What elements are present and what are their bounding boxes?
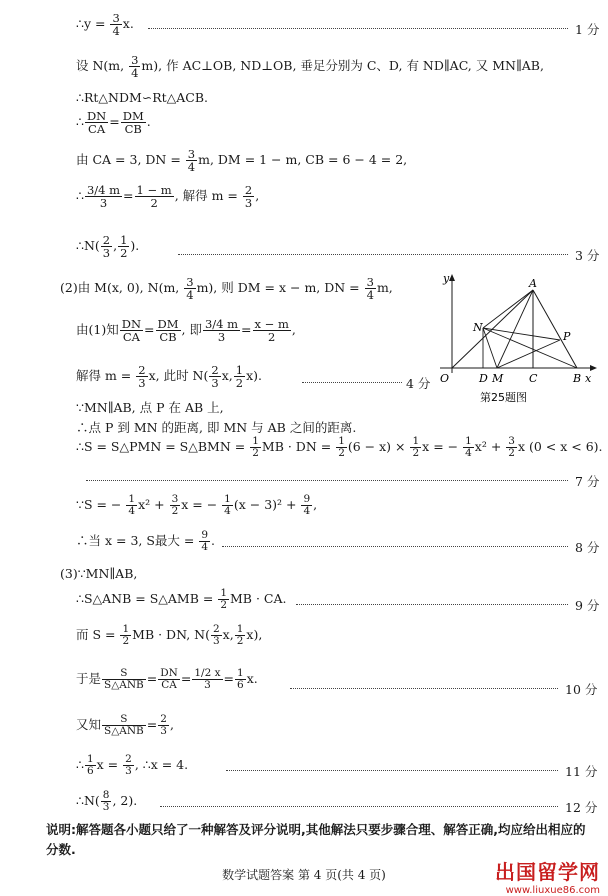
watermark-text: 出国留学网 — [495, 860, 600, 884]
watermark-url: www.liuxue86.com — [505, 885, 600, 896]
line-11: ∵MN∥AB, 点 P 在 AB 上, — [76, 400, 224, 415]
label-N: N — [473, 321, 483, 334]
page-footer: 数学试题答案 第 4 页(共 4 页) — [222, 868, 386, 882]
segment-MA — [497, 290, 533, 368]
label-P: P — [563, 330, 571, 343]
label-C: C — [529, 372, 538, 385]
score: 7 分 — [575, 474, 600, 489]
line-2: 设 N(m, $\frac{3}{4}$ m), 作 AC⊥OB, ND⊥OB, 垂足分别为 C、D, 有 ND∥AC, 又 MN∥AB, — [76, 53, 544, 81]
label-M: M — [492, 372, 504, 385]
line-10: 解得 m = $\frac{2}{3}$ x, 此时 N( $\frac{2}{3}$ x, $\frac{1}{2}$ x). — [76, 363, 262, 391]
leader-dots — [226, 770, 558, 771]
leader-dots — [160, 806, 558, 807]
score: 4 分 — [406, 376, 431, 391]
label-B: B — [573, 372, 582, 385]
figure-caption: 第25题图 — [480, 391, 527, 404]
line-9: 由(1)知 $\frac{DN}{CA}$ = $\frac{DM}{CB}$ , 即 $\frac{3/4 m}{3}$ = $\frac{x - m}{2}$ , — [76, 317, 296, 345]
line-21: ∴ $\frac{1}{6}$ x = $\frac{2}{3}$ , ∴x = 4. — [76, 753, 189, 778]
line-14: ∵S = − $\frac{1}{4}$ x² + $\frac{3}{2}$ x = − $\frac{1}{4}$ (x − 3)² + $\frac{9}{4}$ , — [76, 493, 318, 518]
line-15: ∴当 x = 3, S最大 = $\frac{9}{4}$ . — [76, 529, 215, 554]
line-6: ∴ $\frac{3/4 m}{3}$ = $\frac{1 - m}{2}$ , 解得 m = $\frac{2}{3}$ , — [76, 183, 260, 211]
line-12: ∴点 P 到 MN 的距离, 即 MN 与 AB 之间的距离. — [76, 420, 357, 435]
line-3: ∴Rt△NDM∽Rt△ACB. — [76, 90, 209, 105]
segment-NM — [483, 328, 497, 368]
leader-dots — [86, 480, 568, 481]
score: 10 分 — [565, 682, 598, 697]
line-1: ∴y = $\frac{3}{4}$ x. — [76, 11, 134, 39]
line-8: (2)由 M(x, 0), N(m, $\frac{3}{4}$ m), 则 DM = x − m, DN = $\frac{3}{4}$ m, — [60, 275, 393, 303]
leader-dots — [296, 604, 568, 605]
grading-note: 说明:解答题各小题只给了一种解答及评分说明,其他解法只要步骤合理、解答正确,均应给出相应的分数. — [46, 822, 586, 857]
leader-dots — [148, 28, 568, 29]
label-x: x — [585, 372, 592, 385]
label-O: O — [440, 372, 450, 385]
x-axis-arrow-icon — [590, 365, 597, 371]
y-axis-arrow-icon — [449, 274, 455, 281]
watermark — [495, 856, 600, 896]
line-17: ∴S△ANB = S△AMB = $\frac{1}{2}$ MB · CA. — [76, 587, 287, 612]
score: 12 分 — [565, 800, 598, 815]
label-A: A — [529, 277, 537, 290]
segment-MP — [497, 340, 560, 368]
segment-AB — [533, 290, 577, 368]
line-4: ∴ $\frac{DN}{CA}$ = $\frac{DM}{CB}$ . — [76, 109, 151, 137]
line-16: (3)∵MN∥AB, — [60, 566, 138, 581]
line-13: ∴S = S△PMN = S△BMN = $\frac{1}{2}$ MB · DN = $\frac{1}{2}$ (6 − x) × $\frac{1}{2}$ x = − $\frac{1}{4}$ x² + $\frac{3}{2}$ x (0 < x < 6). — [76, 435, 603, 460]
segment-NA — [483, 290, 533, 328]
score: 1 分 — [575, 22, 600, 37]
line-18: 而 S = $\frac{1}{2}$ MB · DN, N( $\frac{2}{3}$ x, $\frac{1}{2}$ x), — [76, 623, 263, 648]
leader-dots — [222, 546, 568, 547]
line-5: 由 CA = 3, DN = $\frac{3}{4}$ m, DM = 1 − m, CB = 6 − 4 = 2, — [76, 147, 408, 175]
leader-dots — [178, 254, 568, 255]
segment-NP — [483, 328, 560, 340]
label-D: D — [479, 372, 488, 385]
leader-dots — [290, 688, 558, 689]
score: 9 分 — [575, 598, 600, 613]
leader-dots — [302, 382, 402, 383]
line-20: 又知 S S△ANB = $\frac{2}{3}$ , — [76, 713, 174, 738]
score: 11 分 — [565, 764, 598, 779]
geometry-figure — [425, 268, 600, 416]
line-22: ∴N( $\frac{8}{3}$ , 2). — [76, 789, 138, 814]
score: 8 分 — [575, 540, 600, 555]
label-y: y — [443, 272, 450, 285]
line-19: 于是 S S△ANB = $\frac{DN}{CA}$ = $\frac{1/2 x}{3}$ = $\frac{1}{6}$ x. — [76, 667, 258, 692]
fraction: $\frac{3}{4}$ — [112, 11, 120, 39]
line-7: ∴N( $\frac{2}{3}$ , $\frac{1}{2}$ ). — [76, 233, 140, 261]
score: 3 分 — [575, 248, 600, 263]
